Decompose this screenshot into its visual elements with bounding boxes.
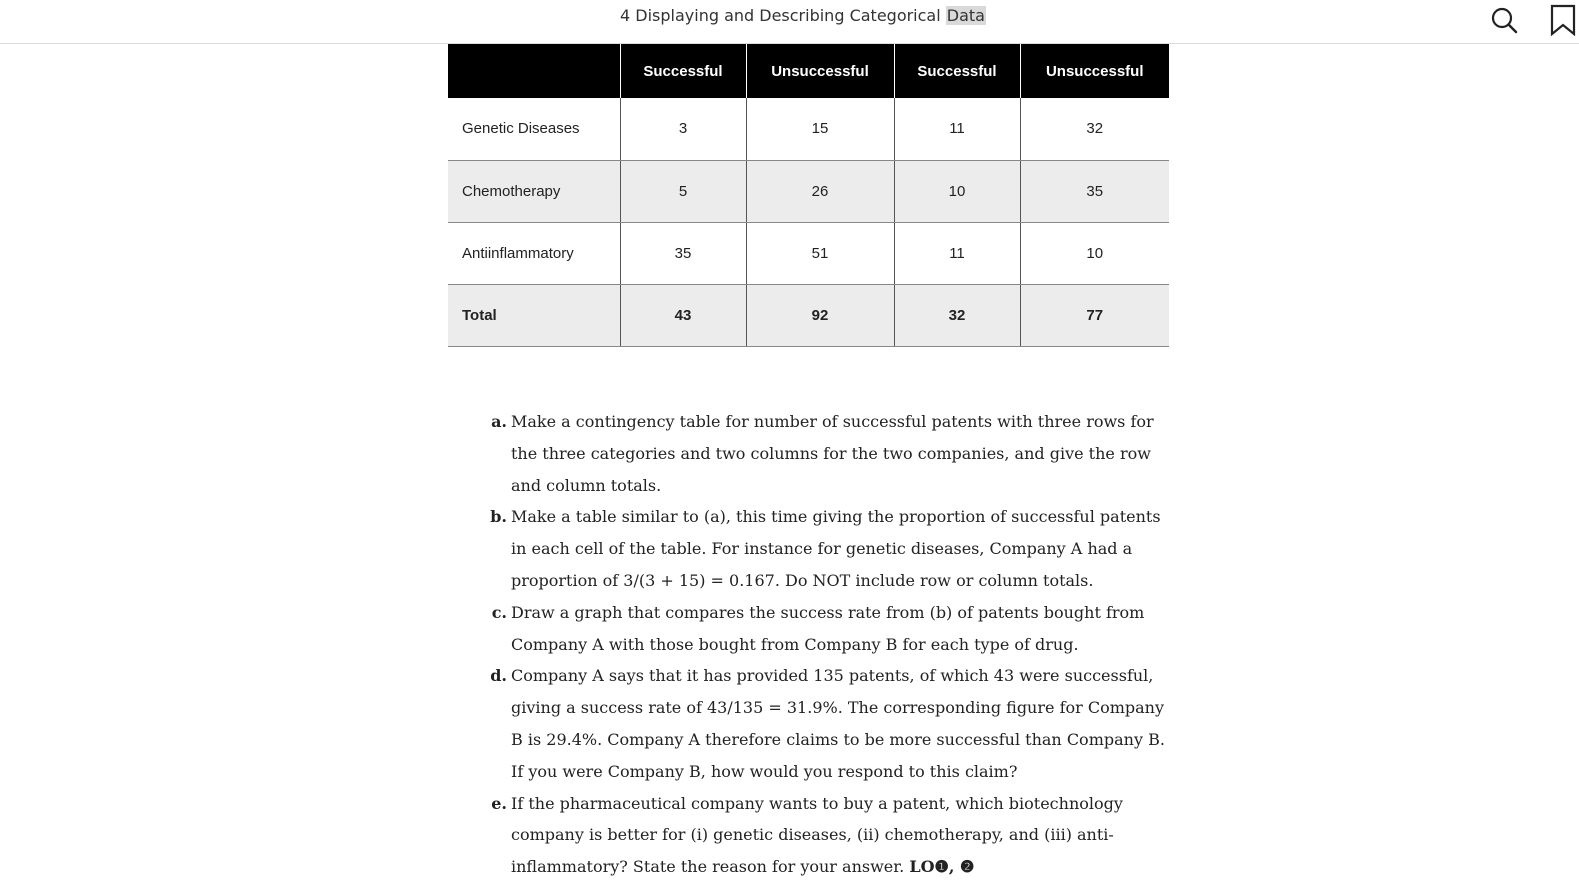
- question-item: [478, 406, 1178, 501]
- question-text: Make a table similar to (a), this time giving the proportion of successful patents in each cell of the table. For instance for genetic diseases, Company A had a proportion of 3/(3 + 15) = 0.167. Do NOT include row or column totals.: [511, 507, 1161, 590]
- row-label: Total: [448, 284, 620, 346]
- table-cell: 3: [620, 98, 746, 160]
- question-text: Make a contingency table for number of successful patents with three rows for the three categories and two columns for the two companies, and give the row and column totals.: [511, 412, 1154, 495]
- table-row: [448, 160, 1169, 222]
- table-cell: 35: [620, 222, 746, 284]
- table-cell: 15: [746, 98, 894, 160]
- header-cell: Unsuccessful: [746, 44, 894, 98]
- table-cell: 92: [746, 284, 894, 346]
- header-cell: Successful: [620, 44, 746, 98]
- bookmark-button[interactable]: [1549, 4, 1579, 36]
- patent-table: [448, 44, 1169, 347]
- table-row: [448, 98, 1169, 160]
- header-cell: Unsuccessful: [1020, 44, 1169, 98]
- table-cell: 10: [894, 160, 1020, 222]
- table-cell: 11: [894, 222, 1020, 284]
- question-text: Draw a graph that compares the success rate from (b) of patents bought from Company A with those bought from Company B for each type of drug.: [511, 602, 1145, 654]
- table-cell: 5: [620, 160, 746, 222]
- question-label: d.: [490, 666, 507, 686]
- row-label: Chemotherapy: [448, 160, 620, 222]
- total-row: [448, 284, 1169, 346]
- table-cell: 77: [1020, 284, 1169, 346]
- top-bar: [0, 0, 1579, 44]
- highlighted-text[interactable]: Data: [946, 6, 985, 25]
- exercise-questions: [478, 406, 1178, 883]
- learning-objective-tag: LO❶, ❷: [909, 857, 975, 877]
- table-header-row: [448, 44, 1169, 98]
- table-cell: 11: [894, 98, 1020, 160]
- table-cell: 26: [746, 160, 894, 222]
- table-cell: 32: [894, 284, 1020, 346]
- question-item: [478, 501, 1178, 596]
- question-text: If the pharmaceutical company wants to buy a patent, which biotechnology company is better for (i) genetic diseases, (ii) chemotherapy, and (iii) anti-inflammatory? State the reason for your answer.: [511, 793, 1123, 877]
- header-cell: Successful: [894, 44, 1020, 98]
- question-label: a.: [491, 412, 507, 431]
- question-item: [478, 660, 1178, 787]
- question-label: c.: [491, 602, 507, 622]
- table-cell: 35: [1020, 160, 1169, 222]
- question-label: b.: [490, 507, 507, 527]
- question-item: [478, 597, 1178, 661]
- chapter-title-text: 4 Displaying and Describing Categorical: [620, 6, 941, 25]
- table-cell: 32: [1020, 98, 1169, 160]
- table-cell: 10: [1020, 222, 1169, 284]
- search-button[interactable]: [1490, 6, 1518, 34]
- question-label: e.: [491, 793, 507, 813]
- header-cell-corner: [448, 44, 620, 98]
- table-cell: 51: [746, 222, 894, 284]
- question-item: [478, 788, 1178, 883]
- bookmark-icon: [1549, 4, 1579, 36]
- row-label: Genetic Diseases: [448, 98, 620, 160]
- row-label: Antiinflammatory: [448, 222, 620, 284]
- table-row: [448, 222, 1169, 284]
- search-icon: [1490, 6, 1518, 34]
- table-cell: 43: [620, 284, 746, 346]
- chapter-title: [620, 6, 986, 25]
- question-text: Company A says that it has provided 135 patents, of which 43 were successful, giving a success rate of 43/135 = 31.9%. The corresponding figure for Company B is 29.4%. Company A therefore claims to be more successful than Company B. If you were Company B, how would you respond to this claim?: [511, 666, 1165, 781]
